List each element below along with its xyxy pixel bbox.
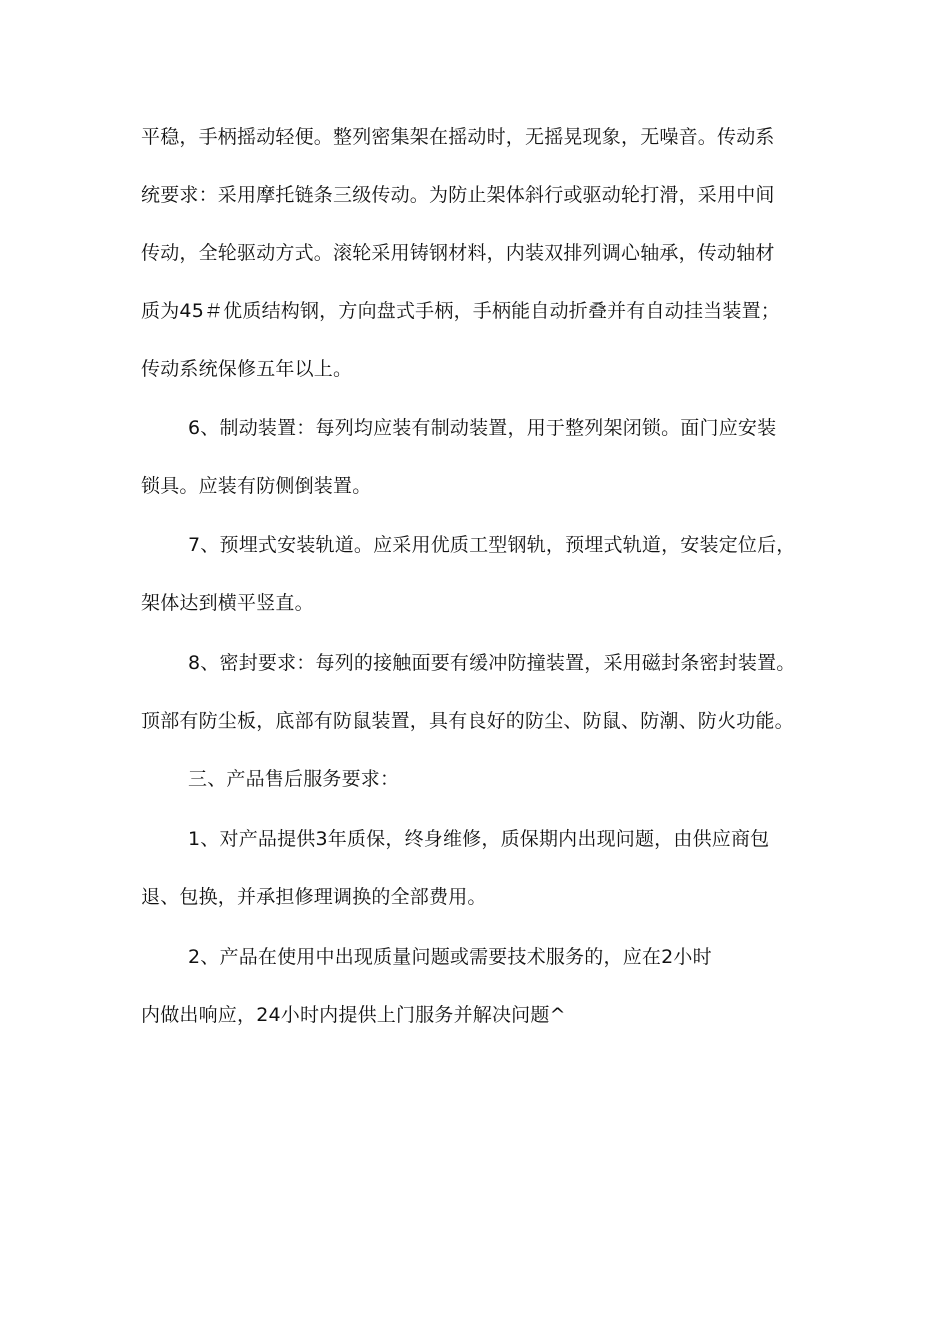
text-line: 质为45＃优质结构钢，方向盘式手柄，手柄能自动折叠并有自动挂当装置； [141,300,780,322]
service-item-1-line: 1、对产品提供3年质保，终身维修，质保期内出现问题，由供应商包 [188,828,770,850]
paragraph-7-line: 7、预埋式安装轨道。应采用优质工型钢轨，预埋式轨道，安装定位后， [188,534,796,556]
paragraph-6-line: 6、制动装置：每列均应装有制动装置，用于整列架闭锁。面门应安装 [188,417,777,439]
text-line: 统要求：采用摩托链条三级传动。为防止架体斜行或驱动轮打滑，采用中间 [141,184,775,206]
text-line: 锁具。应装有防侧倒装置。 [141,475,372,497]
service-item-2-line: 2、产品在使用中出现质量问题或需要技术服务的，应在2小时 [188,946,712,968]
text-line: 架体达到横平竖直。 [141,592,314,614]
text-line: 传动系统保修五年以上。 [141,358,353,380]
text-line: 平稳，手柄摇动轻便。整列密集架在摇动时，无摇晃现象，无噪音。传动系 [141,126,775,148]
text-line: 退、包换，并承担修理调换的全部费用。 [141,886,487,908]
text-line: 内做出响应，24小时内提供上门服务并解决问题^ [141,1004,566,1026]
text-line: 传动，全轮驱动方式。滚轮采用铸钢材料，内装双排列调心轴承，传动轴材 [141,242,775,264]
text-line: 顶部有防尘板，底部有防鼠装置，具有良好的防尘、防鼠、防潮、防火功能。 [141,710,794,732]
section-heading: 三、产品售后服务要求： [188,768,400,790]
paragraph-8-line: 8、密封要求：每列的接触面要有缓冲防撞装置，采用磁封条密封装置。 [188,652,796,674]
